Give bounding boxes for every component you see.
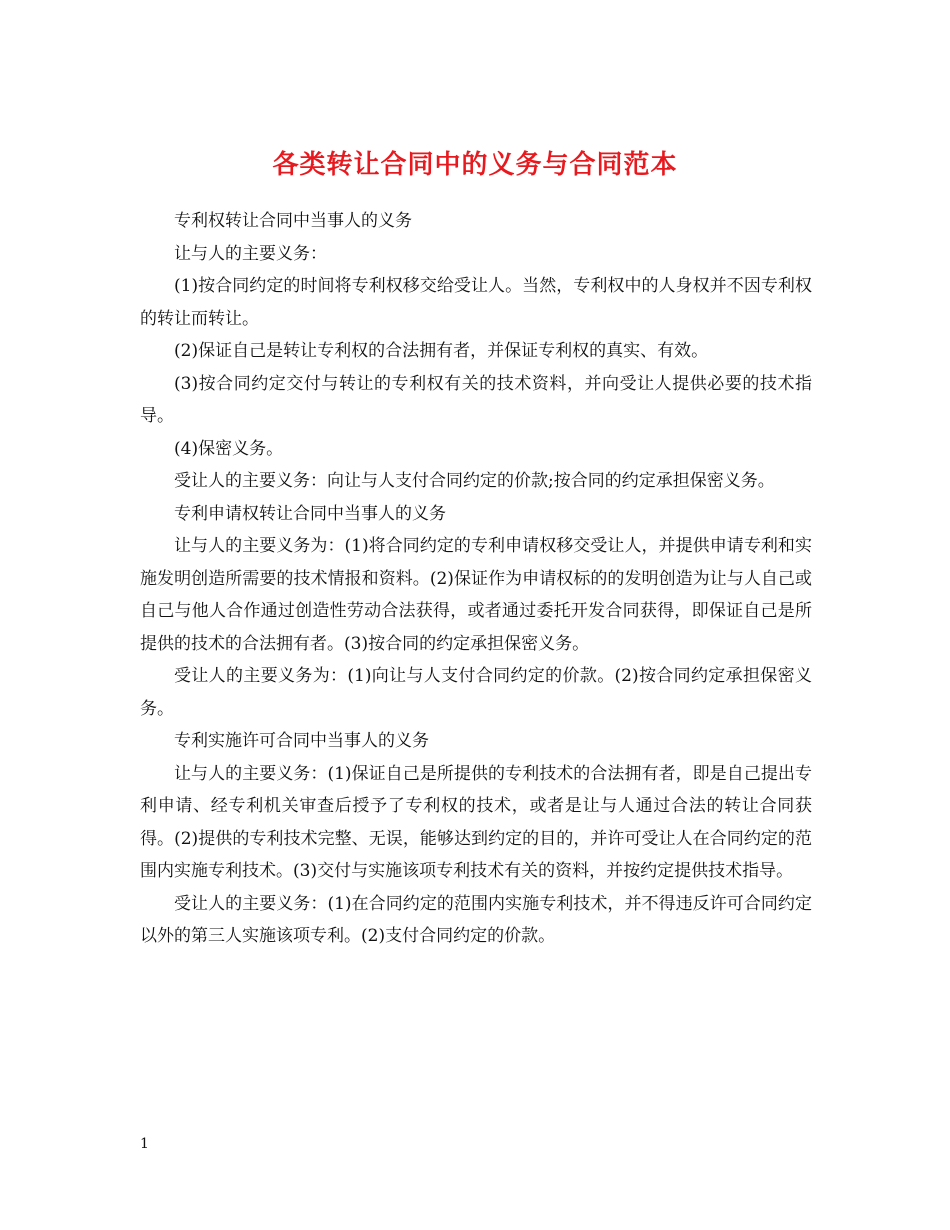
page-number: 1 bbox=[140, 1136, 149, 1152]
paragraph: 受让人的主要义务：(1)在合同约定的范围内实施专利技术，并不得违反许可合同约定以外的第三人实施该项专利。(2)支付合同约定的价款。 bbox=[140, 893, 812, 946]
paragraph: 让与人的主要义务：(1)保证自己是所提供的专利技术的合法拥有者，即是自己提出专利申请、经专利机关审查后授予了专利权的技术，或者是让与人通过合法的转让合同获得。(2)提供的专利技术完整、无误，能够达到约定的目的，并许可受让人在合同约定的范围内实施专利技术。(3)交付与实施该项专利技术有关的资料，并按约定提供技术指导。 bbox=[140, 763, 812, 881]
paragraph: (2)保证自己是转让专利权的合法拥有者，并保证专利权的真实、有效。 bbox=[174, 341, 709, 361]
paragraph: 受让人的主要义务：向让与人支付合同约定的价款;按合同的约定承担保密义务。 bbox=[174, 471, 775, 491]
document-title: 各类转让合同中的义务与合同范本 bbox=[272, 150, 678, 181]
paragraph: (4)保密义务。 bbox=[174, 438, 284, 459]
heading-patent-license: 专利实施许可合同中当事人的义务 bbox=[174, 731, 429, 751]
document-body bbox=[140, 205, 812, 953]
paragraph: (1)按合同约定的时间将专利权移交给受让人。当然，专利权中的人身权并不因专利权的转让而转让。 bbox=[140, 276, 812, 329]
heading-patent-application-transfer: 专利申请权转让合同中当事人的义务 bbox=[174, 503, 446, 524]
paragraph: 让与人的主要义务为：(1)将合同约定的专利申请权移交受让人，并提供申请专利和实施发明创造所需要的技术情报和资料。(2)保证作为申请权标的的发明创造为让与人自己或自己与他人合作通过创造性劳动合法获得，或者通过委托开发合同获得，即保证自己是所提供的技术的合法拥有者。(3)按合同的约定承担保密义务。 bbox=[140, 536, 812, 654]
paragraph: (3)按合同约定交付与转让的专利权有关的技术资料，并向受让人提供必要的技术指导。 bbox=[140, 373, 812, 426]
paragraph: 让与人的主要义务： bbox=[174, 243, 327, 264]
paragraph: 受让人的主要义务为：(1)向让与人支付合同约定的价款。(2)按合同约定承担保密义务。 bbox=[140, 666, 812, 719]
heading-patent-right-transfer: 专利权转让合同中当事人的义务 bbox=[174, 211, 412, 231]
